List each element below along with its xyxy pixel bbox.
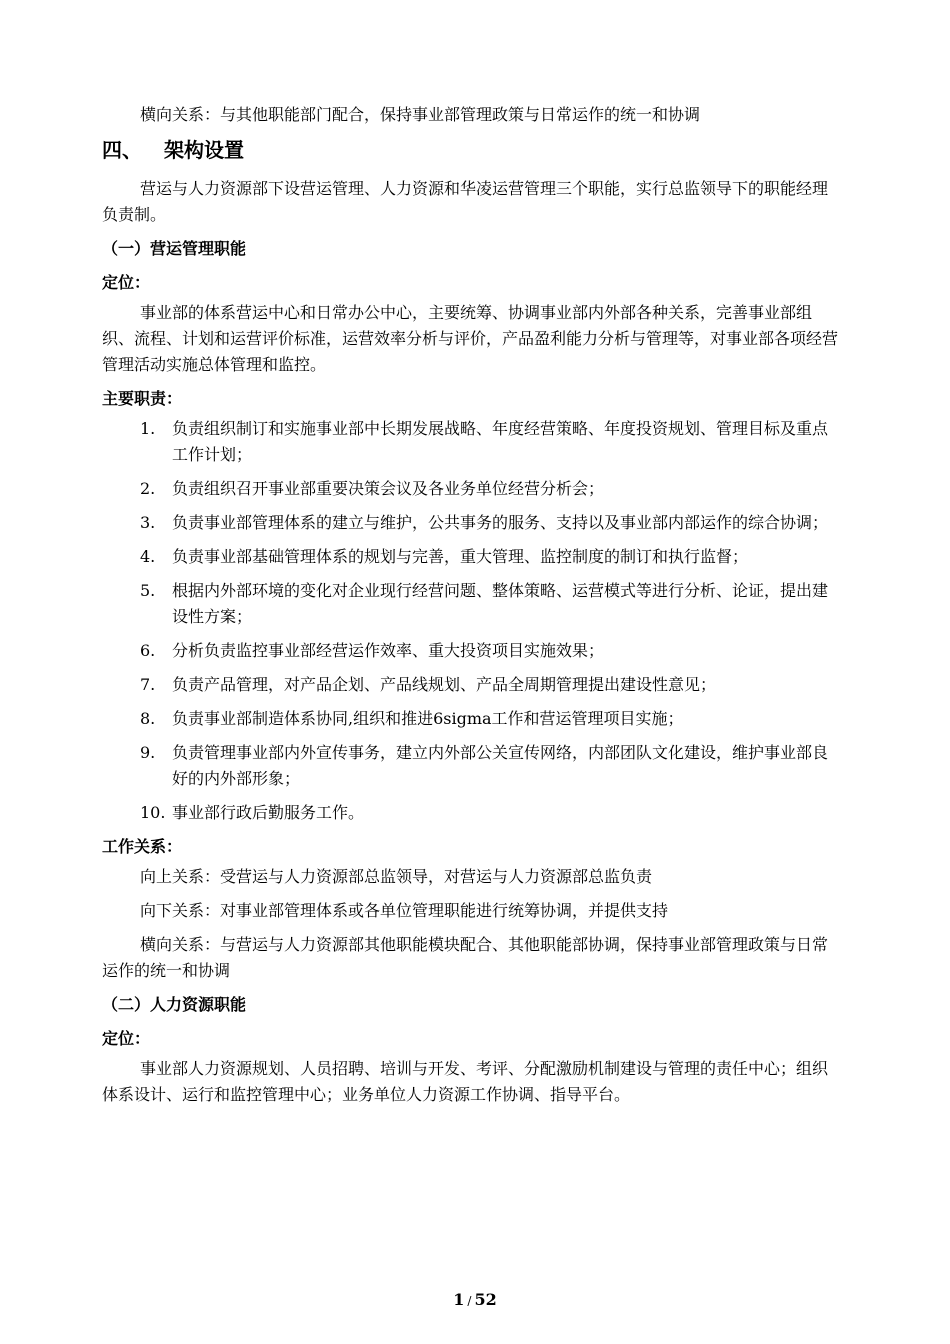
duty-number: 3.	[140, 513, 156, 532]
section-number: 四、	[102, 138, 142, 162]
lateral-relation-previous: 横向关系：与其他职能部门配合，保持事业部管理政策与日常运作的统一和协调	[140, 105, 701, 124]
duty-item	[102, 638, 838, 664]
duty-number: 10.	[140, 803, 166, 822]
section-intro: 营运与人力资源部下设营运管理、人力资源和华凌运营管理三个职能，实行总监领导下的职能经理负责制。	[102, 179, 829, 224]
duty-text: 根据内外部环境的变化对企业现行经营问题、整体策略、运营模式等进行分析、论证，提出建设性方案；	[172, 581, 829, 626]
duty-text: 负责组织制订和实施事业部中长期发展战略、年度经营策略、年度投资规划、管理目标及重点工作计划；	[172, 419, 829, 464]
duty-number: 4.	[140, 547, 156, 566]
duty-item	[102, 740, 838, 792]
duty-text: 负责组织召开事业部重要决策会议及各业务单位经营分析会；	[172, 479, 605, 498]
section-title: 架构设置	[164, 138, 244, 162]
ops-positioning-label: 定位：	[102, 273, 151, 292]
duty-text: 事业部行政后勤服务工作。	[172, 803, 365, 822]
downward-relation: 向下关系：对事业部管理体系或各单位管理职能进行统筹协调，并提供支持	[140, 901, 669, 920]
upward-relation: 向上关系：受营运与人力资源部总监领导，对营运与人力资源部总监负责	[140, 867, 653, 886]
page-number	[0, 1290, 950, 1309]
duty-text: 负责产品管理，对产品企划、产品线规划、产品全周期管理提出建设性意见；	[172, 675, 717, 694]
hr-heading: （二）人力资源职能	[102, 995, 247, 1014]
section-heading	[102, 134, 838, 166]
page-separator: /	[467, 1294, 472, 1308]
duty-item	[102, 510, 838, 536]
duty-text: 负责管理事业部内外宣传事务，建立内外部公关宣传网络，内部团队文化建设，维护事业部良好的内外部形象；	[172, 743, 829, 788]
duty-number: 5.	[140, 581, 156, 600]
ops-duties-list	[102, 416, 838, 826]
ops-positioning-text: 事业部的体系营运中心和日常办公中心，主要统筹、协调事业部内外部各种关系，完善事业部组织、流程、计划和运营评价标准，运营效率分析与评价，产品盈利能力分析与管理等，对事业部各项经营管理活动实施总体管理和监控。	[102, 303, 839, 374]
duty-number: 2.	[140, 479, 156, 498]
duty-item	[102, 578, 838, 630]
page-content	[102, 102, 838, 1108]
duty-number: 9.	[140, 743, 156, 762]
duty-text: 负责事业部制造体系协同,组织和推进6sigma工作和营运管理项目实施；	[172, 709, 684, 728]
duty-item	[102, 706, 838, 732]
duty-text: 负责事业部管理体系的建立与维护，公共事务的服务、支持以及事业部内部运作的综合协调；	[172, 513, 829, 532]
hr-positioning-label: 定位：	[102, 1029, 151, 1048]
duty-number: 8.	[140, 709, 156, 728]
duty-item	[102, 800, 838, 826]
duty-text: 负责事业部基础管理体系的规划与完善，重大管理、监控制度的制订和执行监督；	[172, 547, 749, 566]
duty-number: 1.	[140, 419, 156, 438]
duty-text: 分析负责监控事业部经营运作效率、重大投资项目实施效果；	[172, 641, 605, 660]
duty-item	[102, 416, 838, 468]
duty-item	[102, 476, 838, 502]
current-page: 1	[453, 1290, 465, 1309]
ops-heading: （一）营运管理职能	[102, 239, 247, 258]
duty-item	[102, 544, 838, 570]
total-pages: 52	[474, 1290, 497, 1309]
hr-positioning-text: 事业部人力资源规划、人员招聘、培训与开发、考评、分配激励机制建设与管理的责任中心；组织体系设计、运行和监控管理中心；业务单位人力资源工作协调、指导平台。	[102, 1059, 829, 1104]
duty-item	[102, 672, 838, 698]
ops-duties-label: 主要职责：	[102, 389, 183, 408]
ops-relations-label: 工作关系：	[102, 837, 183, 856]
duty-number: 7.	[140, 675, 156, 694]
lateral-relation: 横向关系：与营运与人力资源部其他职能模块配合、其他职能部协调，保持事业部管理政策与日常运作的统一和协调	[102, 935, 829, 980]
duty-number: 6.	[140, 641, 156, 660]
